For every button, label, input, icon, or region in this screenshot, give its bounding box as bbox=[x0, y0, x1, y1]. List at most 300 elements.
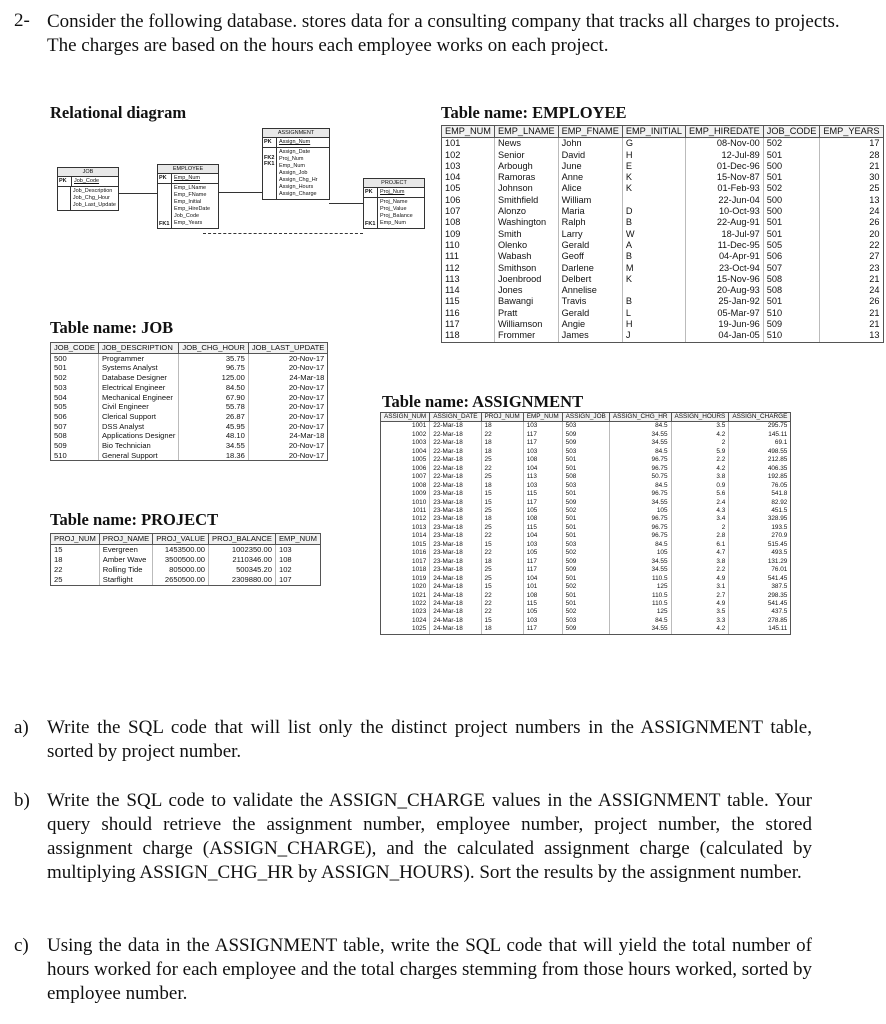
table-row bbox=[442, 296, 884, 307]
table-cell: 25 bbox=[481, 473, 523, 481]
table-cell: 1009 bbox=[381, 490, 430, 498]
table-cell: 4.7 bbox=[671, 549, 729, 557]
project-table-label: Table name: PROJECT bbox=[50, 510, 219, 529]
table-cell: 387.5 bbox=[729, 583, 791, 591]
table-cell: 76.05 bbox=[729, 482, 791, 490]
table-cell: Arbough bbox=[494, 161, 558, 172]
table-row bbox=[381, 482, 791, 490]
table-row bbox=[442, 319, 884, 330]
table-cell: 509 bbox=[562, 566, 609, 574]
table-cell: 117 bbox=[523, 625, 562, 634]
table-cell: 1016 bbox=[381, 549, 430, 557]
table-cell: 501 bbox=[51, 363, 99, 373]
table-row bbox=[442, 217, 884, 228]
table-cell: 01-Feb-93 bbox=[686, 183, 764, 194]
relational-diagram-label: Relational diagram bbox=[50, 103, 187, 122]
table-cell: 508 bbox=[763, 274, 820, 285]
table-cell: 3.5 bbox=[671, 422, 729, 431]
table-cell: 298.35 bbox=[729, 592, 791, 600]
table-cell: Civil Engineer bbox=[98, 402, 178, 412]
table-cell: 117 bbox=[523, 558, 562, 566]
table-cell: Jones bbox=[494, 285, 558, 296]
table-cell: Smithson bbox=[494, 263, 558, 274]
table-cell: 3.3 bbox=[671, 617, 729, 625]
table-cell: 23-Mar-18 bbox=[430, 524, 481, 532]
table-cell: 20-Aug-93 bbox=[686, 285, 764, 296]
table-cell bbox=[622, 195, 685, 206]
table-cell: Pratt bbox=[494, 308, 558, 319]
job-field: Job_Description bbox=[72, 188, 113, 194]
column-header: EMP_INITIAL bbox=[622, 126, 685, 138]
table-cell: 4.2 bbox=[671, 431, 729, 439]
table-cell: 1001 bbox=[381, 422, 430, 431]
table-cell: 541.45 bbox=[729, 600, 791, 608]
table-cell: 503 bbox=[51, 383, 99, 393]
table-cell: A bbox=[622, 240, 685, 251]
column-header: EMP_YEARS bbox=[820, 126, 883, 138]
table-cell: 35.75 bbox=[179, 353, 248, 363]
table-cell: 0.9 bbox=[671, 482, 729, 490]
table-cell: 23-Mar-18 bbox=[430, 490, 481, 498]
assignment-pk-field: Assign_Num bbox=[279, 139, 311, 145]
table-cell: 5.6 bbox=[671, 490, 729, 498]
table-cell: 110 bbox=[442, 240, 495, 251]
table-cell: 509 bbox=[562, 625, 609, 634]
table-cell: 25 bbox=[481, 566, 523, 574]
table-cell: 20-Nov-17 bbox=[248, 353, 327, 363]
table-row bbox=[442, 285, 884, 296]
question-a-text: Write the SQL code that will list only the distinct project numbers in the ASSIGNMENT table, sorted by project number. bbox=[47, 717, 812, 762]
table-cell: Bawangi bbox=[494, 296, 558, 307]
employee-field: Emp_FName bbox=[174, 192, 207, 198]
table-cell: 104 bbox=[442, 172, 495, 183]
table-cell: Washington bbox=[494, 217, 558, 228]
table-cell: 104 bbox=[523, 465, 562, 473]
table-cell: 23-Mar-18 bbox=[430, 515, 481, 523]
employee-fk-key: FK1 bbox=[158, 184, 172, 228]
question-b-text: Write the SQL code to validate the ASSIGN_CHARGE values in the ASSIGNMENT table. Your query should retrieve the assignment number, employee number, project number, the stored assignment charge (ASSIGN_CHARGE), and the calculated assignment charge (calculated by multiplying ASSIGN_CHG_HR by ASSIGN_HOURS). Sort the results by the assignment number. bbox=[47, 790, 812, 883]
table-cell: 501 bbox=[562, 465, 609, 473]
employee-table-label: Table name: EMPLOYEE bbox=[441, 103, 627, 122]
assignment-field: Emp_Num bbox=[279, 163, 305, 169]
table-cell: 278.85 bbox=[729, 617, 791, 625]
table-row bbox=[51, 373, 328, 383]
table-cell: 15-Nov-87 bbox=[686, 172, 764, 183]
column-header: JOB_CHG_HOUR bbox=[179, 343, 248, 354]
table-cell: 2110346.00 bbox=[209, 555, 276, 565]
table-row bbox=[381, 448, 791, 456]
table-cell: 24 bbox=[820, 206, 883, 217]
table-cell: 22 bbox=[481, 600, 523, 608]
table-cell: 15-Nov-96 bbox=[686, 274, 764, 285]
table-cell: 500345.20 bbox=[209, 565, 276, 575]
column-header: ASSIGN_JOB bbox=[562, 413, 609, 422]
table-cell: 22-Mar-18 bbox=[430, 473, 481, 481]
table-cell: Senior bbox=[494, 150, 558, 161]
table-cell: 501 bbox=[562, 490, 609, 498]
table-row bbox=[51, 555, 321, 565]
table-cell: 103 bbox=[442, 161, 495, 172]
table-cell: H bbox=[622, 319, 685, 330]
table-row bbox=[442, 195, 884, 206]
table-cell: 509 bbox=[51, 441, 99, 451]
table-cell: 507 bbox=[763, 263, 820, 274]
table-cell: 501 bbox=[562, 456, 609, 464]
table-cell: 84.5 bbox=[609, 617, 671, 625]
table-cell: 23-Oct-94 bbox=[686, 263, 764, 274]
table-cell: 503 bbox=[562, 422, 609, 431]
table-cell: 4.9 bbox=[671, 600, 729, 608]
table-cell: 18.36 bbox=[179, 451, 248, 461]
table-cell: 507 bbox=[51, 422, 99, 432]
table-row bbox=[381, 549, 791, 557]
column-header: PROJ_NUM bbox=[481, 413, 523, 422]
table-cell: M bbox=[622, 263, 685, 274]
table-cell: 510 bbox=[763, 308, 820, 319]
table-cell: 34.55 bbox=[609, 439, 671, 447]
table-cell: 509 bbox=[562, 431, 609, 439]
column-header: ASSIGN_NUM bbox=[381, 413, 430, 422]
table-cell: 22 bbox=[51, 565, 100, 575]
table-cell: 131.29 bbox=[729, 558, 791, 566]
table-cell: 451.5 bbox=[729, 507, 791, 515]
employee-field: Emp_HireDate bbox=[174, 206, 211, 212]
table-cell: 2.8 bbox=[671, 532, 729, 540]
table-cell: William bbox=[558, 195, 622, 206]
table-cell: 115 bbox=[523, 600, 562, 608]
table-cell: 22-Jun-04 bbox=[686, 195, 764, 206]
assignment-fk1-key: FK1 bbox=[264, 161, 275, 167]
table-cell: 2.2 bbox=[671, 456, 729, 464]
assignment-fields bbox=[277, 148, 320, 199]
table-cell: 6.1 bbox=[671, 541, 729, 549]
table-cell: 23-Mar-18 bbox=[430, 549, 481, 557]
table-cell: 102 bbox=[442, 150, 495, 161]
table-cell: Starflight bbox=[99, 575, 152, 586]
table-cell: Maria bbox=[558, 206, 622, 217]
table-cell: 510 bbox=[51, 451, 99, 461]
job-field: Job_Chg_Hour bbox=[72, 195, 110, 201]
table-cell: 34.55 bbox=[609, 625, 671, 634]
table-row bbox=[442, 150, 884, 161]
column-header: JOB_LAST_UPDATE bbox=[248, 343, 327, 354]
table-cell: K bbox=[622, 274, 685, 285]
table-cell: 3.1 bbox=[671, 583, 729, 591]
table-cell: 107 bbox=[275, 575, 320, 586]
table-row bbox=[381, 465, 791, 473]
table-row bbox=[442, 229, 884, 240]
table-cell: 34.55 bbox=[609, 499, 671, 507]
table-cell: 25 bbox=[481, 507, 523, 515]
table-cell: 114 bbox=[442, 285, 495, 296]
table-cell: 105 bbox=[523, 549, 562, 557]
table-cell: 103 bbox=[523, 617, 562, 625]
table-cell: 502 bbox=[763, 138, 820, 150]
table-cell: 11-Dec-95 bbox=[686, 240, 764, 251]
table-cell: 15 bbox=[481, 541, 523, 549]
table-cell: 1002 bbox=[381, 431, 430, 439]
job-entity-title: JOB bbox=[58, 168, 118, 177]
table-cell: 110.5 bbox=[609, 575, 671, 583]
table-cell: 22-Mar-18 bbox=[430, 431, 481, 439]
table-row bbox=[381, 515, 791, 523]
table-cell: 500 bbox=[763, 206, 820, 217]
table-cell: 28 bbox=[820, 150, 883, 161]
table-cell: 1019 bbox=[381, 575, 430, 583]
table-cell: 117 bbox=[523, 431, 562, 439]
table-cell: 509 bbox=[562, 558, 609, 566]
table-cell: 84.5 bbox=[609, 541, 671, 549]
table-cell: 1021 bbox=[381, 592, 430, 600]
table-cell: 506 bbox=[763, 251, 820, 262]
job-field: Job_Last_Update bbox=[72, 202, 116, 208]
table-cell: 26.87 bbox=[179, 412, 248, 422]
table-cell: 22 bbox=[481, 431, 523, 439]
table-row bbox=[51, 393, 328, 403]
table-cell: 24-Mar-18 bbox=[430, 617, 481, 625]
table-cell: 18 bbox=[481, 422, 523, 431]
table-cell: 102 bbox=[275, 565, 320, 575]
table-cell: Geoff bbox=[558, 251, 622, 262]
table-cell: 501 bbox=[562, 524, 609, 532]
question-c-text: Using the data in the ASSIGNMENT table, write the SQL code that will yield the total number of hours worked for each employee and the total charges stemming from those hours worked, sorted by employee number. bbox=[47, 935, 812, 1004]
table-cell: 4.3 bbox=[671, 507, 729, 515]
table-cell: 21 bbox=[820, 161, 883, 172]
table-cell: 84.5 bbox=[609, 448, 671, 456]
table-cell: 22-Mar-18 bbox=[430, 456, 481, 464]
table-cell: News bbox=[494, 138, 558, 150]
table-cell: 103 bbox=[523, 541, 562, 549]
question-b bbox=[14, 789, 814, 914]
employee-pk-field: Emp_Num bbox=[174, 175, 200, 181]
table-cell: 501 bbox=[562, 515, 609, 523]
rel-line-employee-assignment bbox=[218, 192, 262, 193]
table-cell: 125.00 bbox=[179, 373, 248, 383]
table-cell: J bbox=[622, 330, 685, 342]
table-cell: 145.11 bbox=[729, 431, 791, 439]
table-cell: 502 bbox=[562, 608, 609, 616]
assignment-fk-keys bbox=[263, 148, 277, 199]
table-cell: 509 bbox=[763, 319, 820, 330]
table-cell: 508 bbox=[763, 285, 820, 296]
table-row bbox=[51, 575, 321, 586]
table-cell: 105 bbox=[442, 183, 495, 194]
table-cell: 501 bbox=[562, 600, 609, 608]
table-cell: 15 bbox=[51, 545, 100, 556]
table-cell: 24-Mar-18 bbox=[430, 592, 481, 600]
table-row bbox=[381, 541, 791, 549]
rel-line-employee-project bbox=[203, 233, 363, 234]
table-cell: 502 bbox=[51, 373, 99, 383]
table-cell: 1004 bbox=[381, 448, 430, 456]
project-pk-key: PK bbox=[364, 188, 378, 197]
project-field: Proj_Value bbox=[380, 206, 407, 212]
table-cell: 25 bbox=[481, 456, 523, 464]
table-cell: 109 bbox=[442, 229, 495, 240]
table-cell: Ralph bbox=[558, 217, 622, 228]
table-row bbox=[51, 422, 328, 432]
table-cell: 4.2 bbox=[671, 465, 729, 473]
table-cell: D bbox=[622, 206, 685, 217]
table-cell: 509 bbox=[562, 499, 609, 507]
table-cell: 106 bbox=[442, 195, 495, 206]
table-cell: 113 bbox=[523, 473, 562, 481]
table-cell: 110.5 bbox=[609, 592, 671, 600]
table-cell: 25 bbox=[820, 183, 883, 194]
table-cell: 22 bbox=[481, 532, 523, 540]
table-cell: 24-Mar-18 bbox=[248, 431, 327, 441]
table-row bbox=[381, 608, 791, 616]
assignment-field: Proj_Num bbox=[279, 156, 304, 162]
table-cell: Systems Analyst bbox=[98, 363, 178, 373]
table-cell: 19-Jun-96 bbox=[686, 319, 764, 330]
table-cell: 15 bbox=[481, 490, 523, 498]
question-c-label: c) bbox=[14, 935, 29, 956]
table-cell: 104 bbox=[523, 575, 562, 583]
table-cell: 34.55 bbox=[179, 441, 248, 451]
table-cell: 67.90 bbox=[179, 393, 248, 403]
table-cell: 1023 bbox=[381, 608, 430, 616]
table-cell: 437.5 bbox=[729, 608, 791, 616]
table-cell: 96.75 bbox=[179, 363, 248, 373]
table-cell: 1018 bbox=[381, 566, 430, 574]
table-cell: 116 bbox=[442, 308, 495, 319]
table-cell: 108 bbox=[523, 515, 562, 523]
assignment-field: Assign_Date bbox=[279, 149, 311, 155]
table-cell: 5.9 bbox=[671, 448, 729, 456]
table-cell: 22-Mar-18 bbox=[430, 465, 481, 473]
table-cell: 34.55 bbox=[609, 558, 671, 566]
table-row bbox=[381, 583, 791, 591]
assignment-field: Assign_Job bbox=[279, 170, 308, 176]
job-pk-field: Job_Code bbox=[74, 178, 100, 184]
table-cell: 1007 bbox=[381, 473, 430, 481]
table-cell: 510 bbox=[763, 330, 820, 342]
table-cell: Darlene bbox=[558, 263, 622, 274]
table-cell: David bbox=[558, 150, 622, 161]
table-row bbox=[51, 402, 328, 412]
table-cell: 15 bbox=[481, 583, 523, 591]
job-table bbox=[50, 342, 328, 461]
table-row bbox=[381, 431, 791, 439]
table-cell: 500 bbox=[763, 195, 820, 206]
table-cell: 115 bbox=[523, 490, 562, 498]
table-cell: 23-Mar-18 bbox=[430, 532, 481, 540]
table-cell: 2 bbox=[671, 439, 729, 447]
table-cell: 504 bbox=[51, 393, 99, 403]
table-cell: 20-Nov-17 bbox=[248, 363, 327, 373]
table-cell: 328.95 bbox=[729, 515, 791, 523]
table-cell: 105 bbox=[609, 549, 671, 557]
table-cell: 498.55 bbox=[729, 448, 791, 456]
table-cell: 406.35 bbox=[729, 465, 791, 473]
table-cell: 117 bbox=[523, 499, 562, 507]
table-cell: 20-Nov-17 bbox=[248, 451, 327, 461]
table-cell: 108 bbox=[442, 217, 495, 228]
table-cell: 4.9 bbox=[671, 575, 729, 583]
table-cell: 2.7 bbox=[671, 592, 729, 600]
table-cell: 17 bbox=[820, 138, 883, 150]
table-cell: 18 bbox=[481, 625, 523, 634]
employee-fields bbox=[172, 184, 212, 228]
table-row bbox=[442, 308, 884, 319]
table-row bbox=[381, 422, 791, 431]
table-cell: 18 bbox=[481, 515, 523, 523]
table-cell: 23-Mar-18 bbox=[430, 541, 481, 549]
table-cell: 103 bbox=[275, 545, 320, 556]
table-cell: 212.85 bbox=[729, 456, 791, 464]
table-cell: 24-Mar-18 bbox=[430, 608, 481, 616]
table-cell: 509 bbox=[562, 439, 609, 447]
table-cell: 1008 bbox=[381, 482, 430, 490]
table-cell: 23-Mar-18 bbox=[430, 558, 481, 566]
table-cell: 110.5 bbox=[609, 600, 671, 608]
table-cell: 501 bbox=[562, 575, 609, 583]
table-cell: E bbox=[622, 161, 685, 172]
table-cell: 24-Mar-18 bbox=[430, 625, 481, 634]
question-b-label: b) bbox=[14, 790, 30, 811]
table-cell: 22-Mar-18 bbox=[430, 439, 481, 447]
table-cell: 112 bbox=[442, 263, 495, 274]
table-cell: 508 bbox=[51, 431, 99, 441]
table-cell: Amber Wave bbox=[99, 555, 152, 565]
table-cell: 3.8 bbox=[671, 558, 729, 566]
table-cell: Gerald bbox=[558, 240, 622, 251]
table-cell: 76.01 bbox=[729, 566, 791, 574]
table-cell: 22 bbox=[481, 465, 523, 473]
table-cell: 1017 bbox=[381, 558, 430, 566]
table-cell: 23-Mar-18 bbox=[430, 507, 481, 515]
table-cell: 08-Nov-00 bbox=[686, 138, 764, 150]
table-cell: 125 bbox=[609, 583, 671, 591]
assignment-entity-title: ASSIGNMENT bbox=[263, 129, 329, 138]
table-cell: 20-Nov-17 bbox=[248, 402, 327, 412]
project-field: Emp_Num bbox=[380, 220, 406, 226]
assignment-fk2-key: FK2 bbox=[264, 155, 275, 161]
table-cell: 21 bbox=[820, 319, 883, 330]
table-cell: 23 bbox=[820, 263, 883, 274]
table-cell: 1015 bbox=[381, 541, 430, 549]
employee-field: Emp_Initial bbox=[174, 199, 202, 205]
table-cell: Smith bbox=[494, 229, 558, 240]
table-cell: 15 bbox=[481, 499, 523, 507]
table-cell: 503 bbox=[562, 482, 609, 490]
question-a bbox=[14, 716, 814, 766]
column-header: PROJ_BALANCE bbox=[209, 534, 276, 545]
table-cell bbox=[622, 285, 685, 296]
table-cell: 04-Apr-91 bbox=[686, 251, 764, 262]
table-cell: 1010 bbox=[381, 499, 430, 507]
table-cell: 84.50 bbox=[179, 383, 248, 393]
table-cell: 3500500.00 bbox=[153, 555, 209, 565]
table-cell: 118 bbox=[442, 330, 495, 342]
question-number: 2- bbox=[14, 10, 30, 31]
table-cell: 96.75 bbox=[609, 490, 671, 498]
table-cell: 501 bbox=[562, 592, 609, 600]
table-cell: 4.2 bbox=[671, 625, 729, 634]
table-cell: 34.55 bbox=[609, 431, 671, 439]
table-cell: Electrical Engineer bbox=[98, 383, 178, 393]
table-cell: Smithfield bbox=[494, 195, 558, 206]
column-header: PROJ_NUM bbox=[51, 534, 100, 545]
table-cell: 13 bbox=[820, 330, 883, 342]
table-cell: 117 bbox=[442, 319, 495, 330]
table-cell: 502 bbox=[763, 183, 820, 194]
table-cell: 48.10 bbox=[179, 431, 248, 441]
table-cell: 22-Mar-18 bbox=[430, 482, 481, 490]
table-cell: 500 bbox=[763, 161, 820, 172]
table-cell: 115 bbox=[442, 296, 495, 307]
